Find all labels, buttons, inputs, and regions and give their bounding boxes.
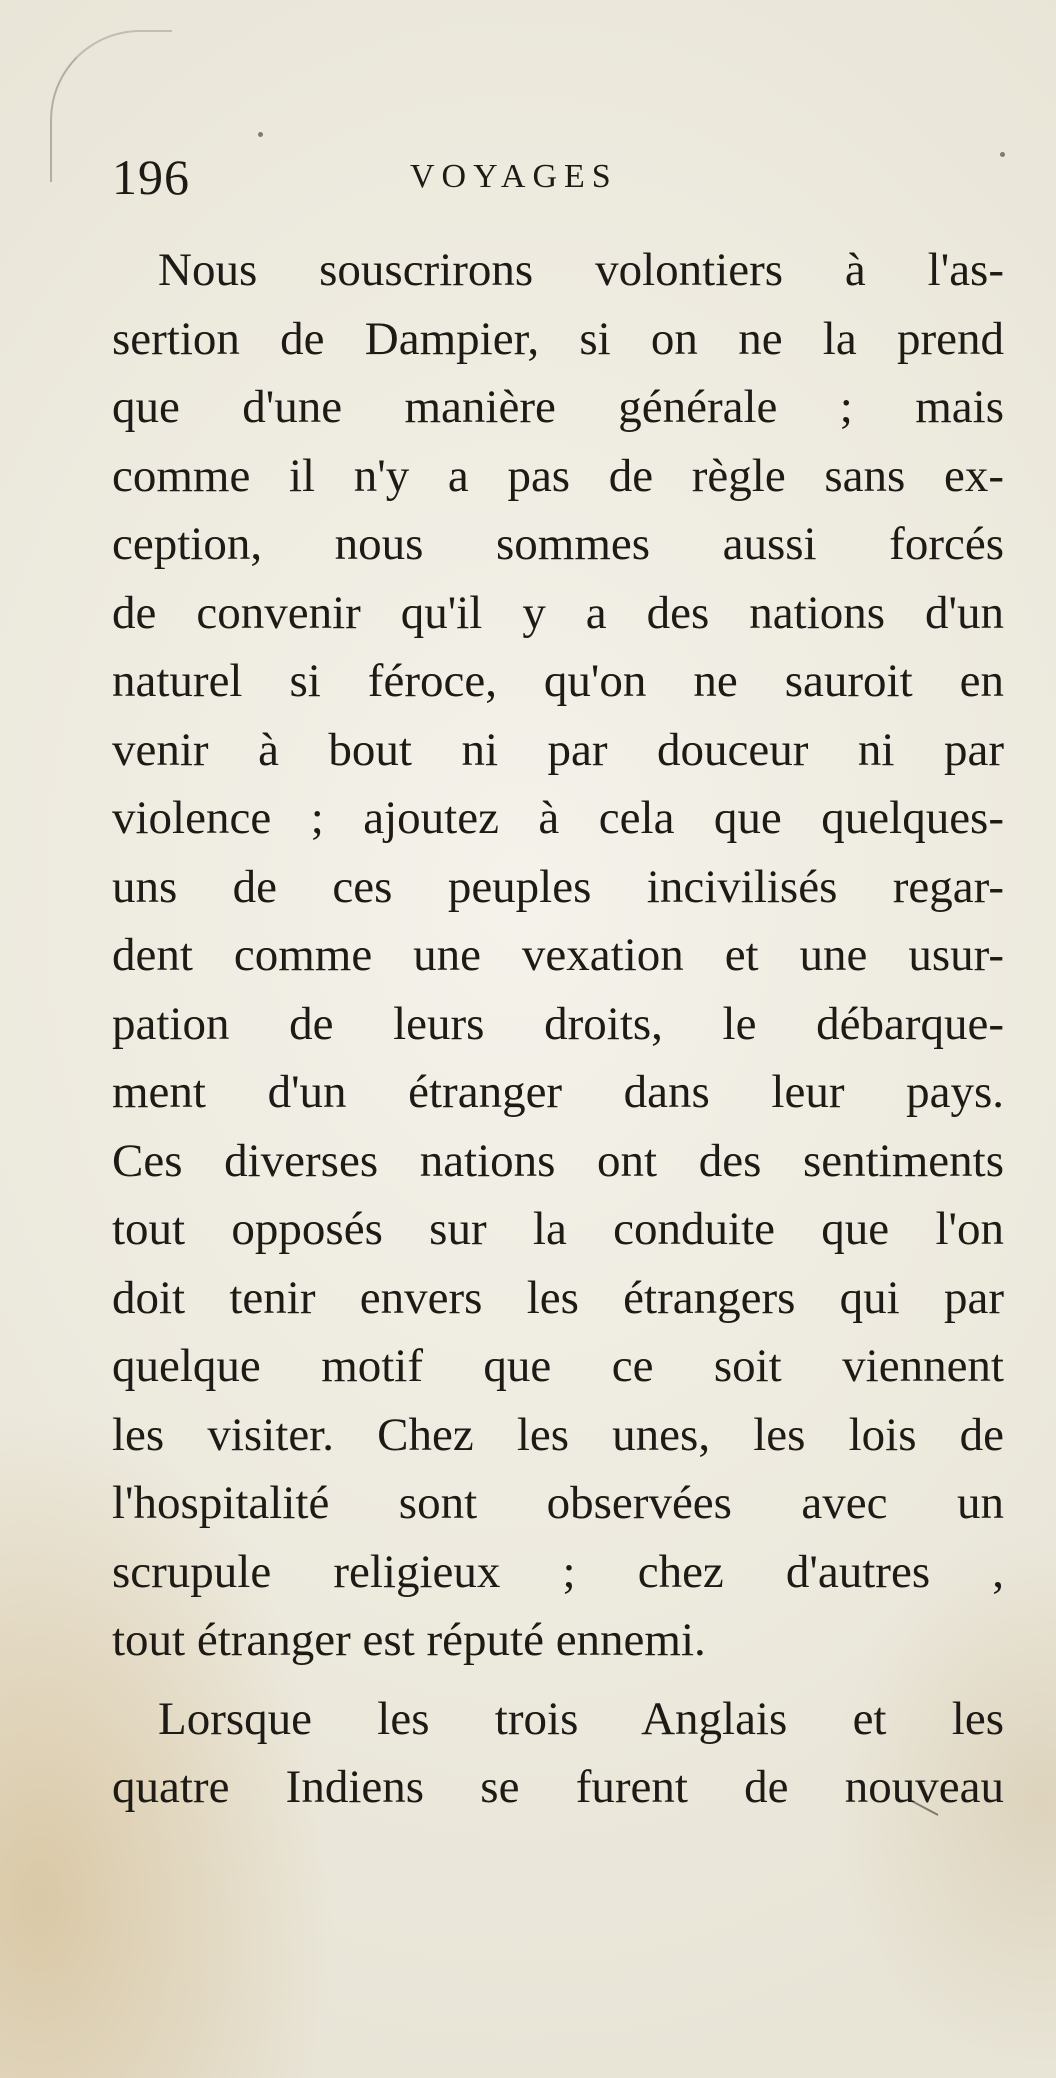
text-line: que d'une manière générale ; mais: [112, 381, 1004, 433]
ink-speck: [1000, 152, 1005, 157]
text-line: les visiter. Chez les unes, les lois de: [112, 1408, 1004, 1461]
text-line: uns de ces peuples incivilisés regar-: [112, 860, 1004, 913]
text-line: tout opposés sur la conduite que l'on: [112, 1203, 1004, 1255]
text-line: tout étranger est réputé ennemi.: [112, 1614, 706, 1666]
text-line: scrupule religieux ; chez d'autres ,: [112, 1545, 1004, 1598]
text-line: violence ; ajoutez à cela que quelques-: [112, 792, 1004, 844]
text-line: quelque motif que ce soit viennent: [112, 1340, 1004, 1392]
text-line: Lorsque les trois Anglais et les: [158, 1692, 1004, 1745]
text-line: pation de leurs droits, le débarque-: [112, 997, 1004, 1050]
running-head: [112, 148, 932, 218]
text-line: Nous souscrirons volontiers à l'as-: [158, 244, 1004, 296]
text-line: de convenir qu'il y a des nations d'un: [112, 586, 1004, 639]
text-line: Ces diverses nations ont des sentiments: [112, 1134, 1004, 1187]
text-line: l'hospitalité sont observées avec un: [112, 1477, 1004, 1529]
paragraph-gap: [112, 1675, 1004, 1685]
running-title: VOYAGES: [410, 158, 618, 195]
text-line: venir à bout ni par douceur ni par: [112, 723, 1004, 776]
text-line: quatre Indiens se furent de nouveau: [112, 1761, 1004, 1813]
text-line: ment d'un étranger dans leur pays.: [112, 1066, 1004, 1118]
page-number: 196: [112, 149, 190, 205]
paragraph: [112, 236, 1004, 1675]
ink-speck: [258, 132, 263, 137]
paragraph: [112, 1685, 1004, 1822]
text-line: ception, nous sommes aussi forcés: [112, 518, 1004, 570]
text-line: sertion de Dampier, si on ne la prend: [112, 312, 1004, 365]
text-line: comme il n'y a pas de règle sans ex-: [112, 449, 1004, 502]
text-line: doit tenir envers les étrangers qui par: [112, 1271, 1004, 1324]
body-text: [112, 236, 1004, 1822]
text-line: dent comme une vexation et une usur-: [112, 929, 1004, 981]
text-line: naturel si féroce, qu'on ne sauroit en: [112, 655, 1004, 707]
